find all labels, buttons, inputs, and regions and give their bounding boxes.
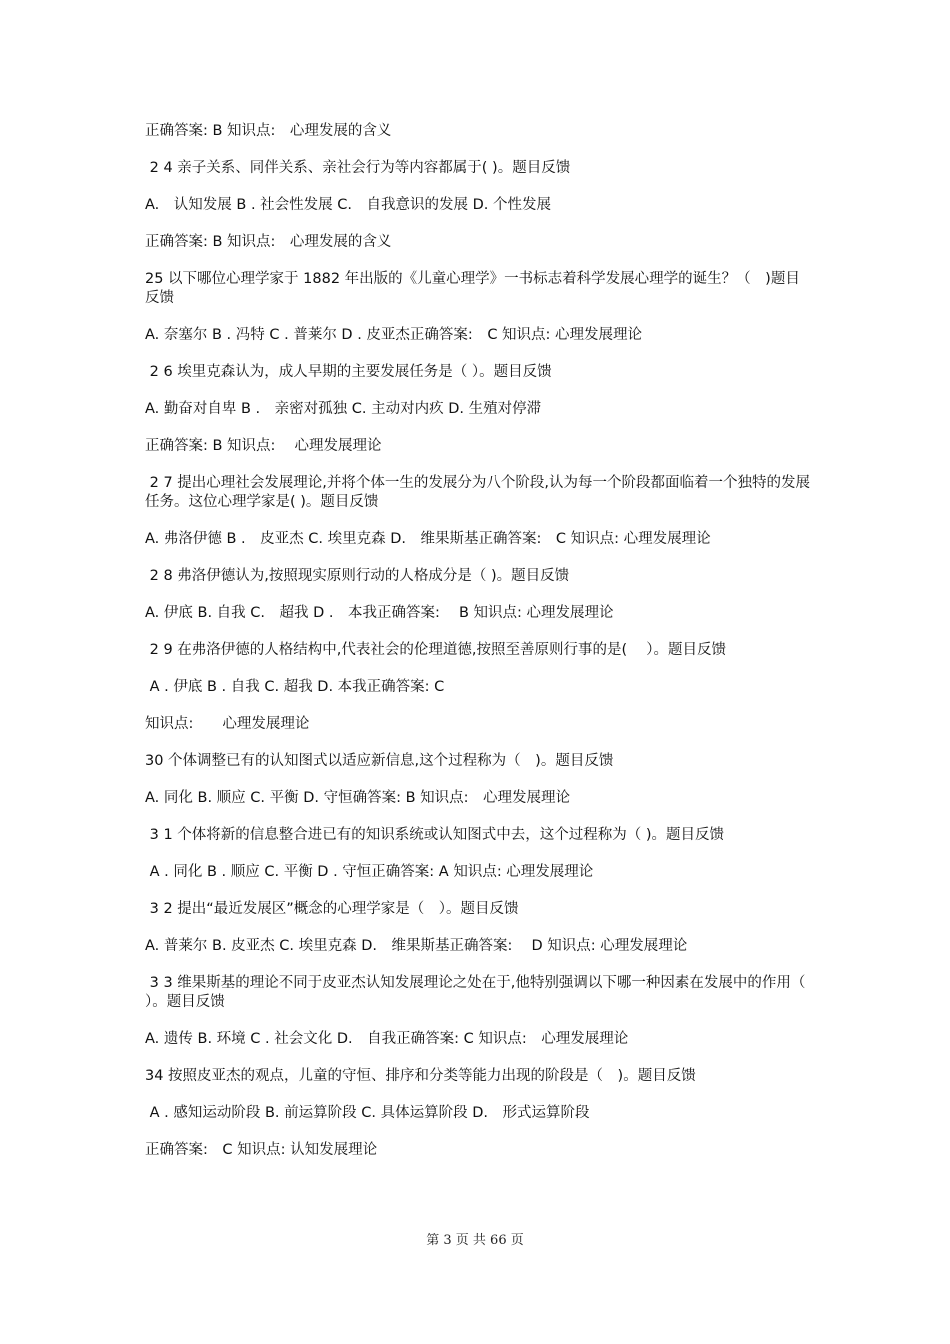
options-25: A. 奈塞尔 B . 冯特 C . 普莱尔 D . 皮亚杰正确答案: C 知识点: 心理发展理论 [145,327,643,343]
answer-24: 正确答案: B 知识点: 心理发展的含义 [145,234,392,250]
options-33: A. 遗传 B. 环境 C . 社会文化 D. 自我正确答案: C 知识点: 心理发展理论 [145,1031,629,1047]
options-29: A . 伊底 B . 自我 C. 超我 D. 本我正确答案: C [145,679,445,695]
knowledge-29: 知识点: 心理发展理论 [145,716,310,732]
question-34: 34 按照皮亚杰的观点，儿童的守恒、排序和分类等能力出现的阶段是（ )。题目反馈 [145,1068,696,1084]
question-25: 25 以下哪位心理学家于 1882 年出版的《儿童心理学》一书标志着科学发展心理学的诞生？（ )题目反馈 [145,271,800,306]
options-24: A. 认知发展 B . 社会性发展 C. 自我意识的发展 D. 个性发展 [145,197,551,213]
page-footer: 第 3 页 共 66 页 [426,1233,524,1248]
question-24: 2 4 亲子关系、同伴关系、亲社会行为等内容都属于( )。题目反馈 [145,160,571,176]
question-29: 2 9 在弗洛伊德的人格结构中,代表社会的伦理道德,按照至善原则行事的是( ）。题目反馈 [145,642,727,658]
options-34: A . 感知运动阶段 B. 前运算阶段 C. 具体运算阶段 D. 形式运算阶段 [145,1105,590,1121]
question-33: 3 3 维果斯基的理论不同于皮亚杰认知发展理论之处在于,他特别强调以下哪一种因素在发展中的作用（ ）。题目反馈 [145,975,810,1010]
question-30: 30 个体调整已有的认知图式以适应新信息,这个过程称为（ )。题目反馈 [145,753,614,769]
answer-26: 正确答案: B 知识点: 心理发展理论 [145,438,382,454]
question-31: 3 1 个体将新的信息整合进已有的知识系统或认知图式中去，这个过程称为（ )。题目反馈 [145,827,725,843]
question-32: 3 2 提出“最近发展区”概念的心理学家是（ ）。题目反馈 [145,901,519,917]
options-27: A. 弗洛伊德 B . 皮亚杰 C. 埃里克森 D. 维果斯基正确答案: C 知识点: 心理发展理论 [145,531,711,547]
options-26: A. 勤奋对自卑 B . 亲密对孤独 C. 主动对内疚 D. 生殖对停滞 [145,401,542,417]
question-27: 2 7 提出心理社会发展理论,并将个体一生的发展分为八个阶段,认为每一个阶段都面临着一个独特的发展任务。这位心理学家是( )。题目反馈 [145,475,810,510]
answer-34: 正确答案: C 知识点: 认知发展理论 [145,1142,378,1158]
options-32: A. 普莱尔 B. 皮亚杰 C. 埃里克森 D. 维果斯基正确答案: D 知识点: 心理发展理论 [145,938,688,954]
question-28: 2 8 弗洛伊德认为,按照现实原则行动的人格成分是（ )。题目反馈 [145,568,570,584]
text-line: 正确答案: B 知识点: 心理发展的含义 [145,123,392,139]
options-31: A . 同化 B . 顺应 C. 平衡 D . 守恒正确答案: A 知识点: 心理发展理论 [145,864,594,880]
options-28: A. 伊底 B. 自我 C. 超我 D . 本我正确答案: B 知识点: 心理发展理论 [145,605,614,621]
question-26: 2 6 埃里克森认为，成人早期的主要发展任务是（ ）。题目反馈 [145,364,552,380]
options-30: A. 同化 B. 顺应 C. 平衡 D. 守恒确答案: B 知识点: 心理发展理论 [145,790,571,806]
page-content [145,122,810,1178]
